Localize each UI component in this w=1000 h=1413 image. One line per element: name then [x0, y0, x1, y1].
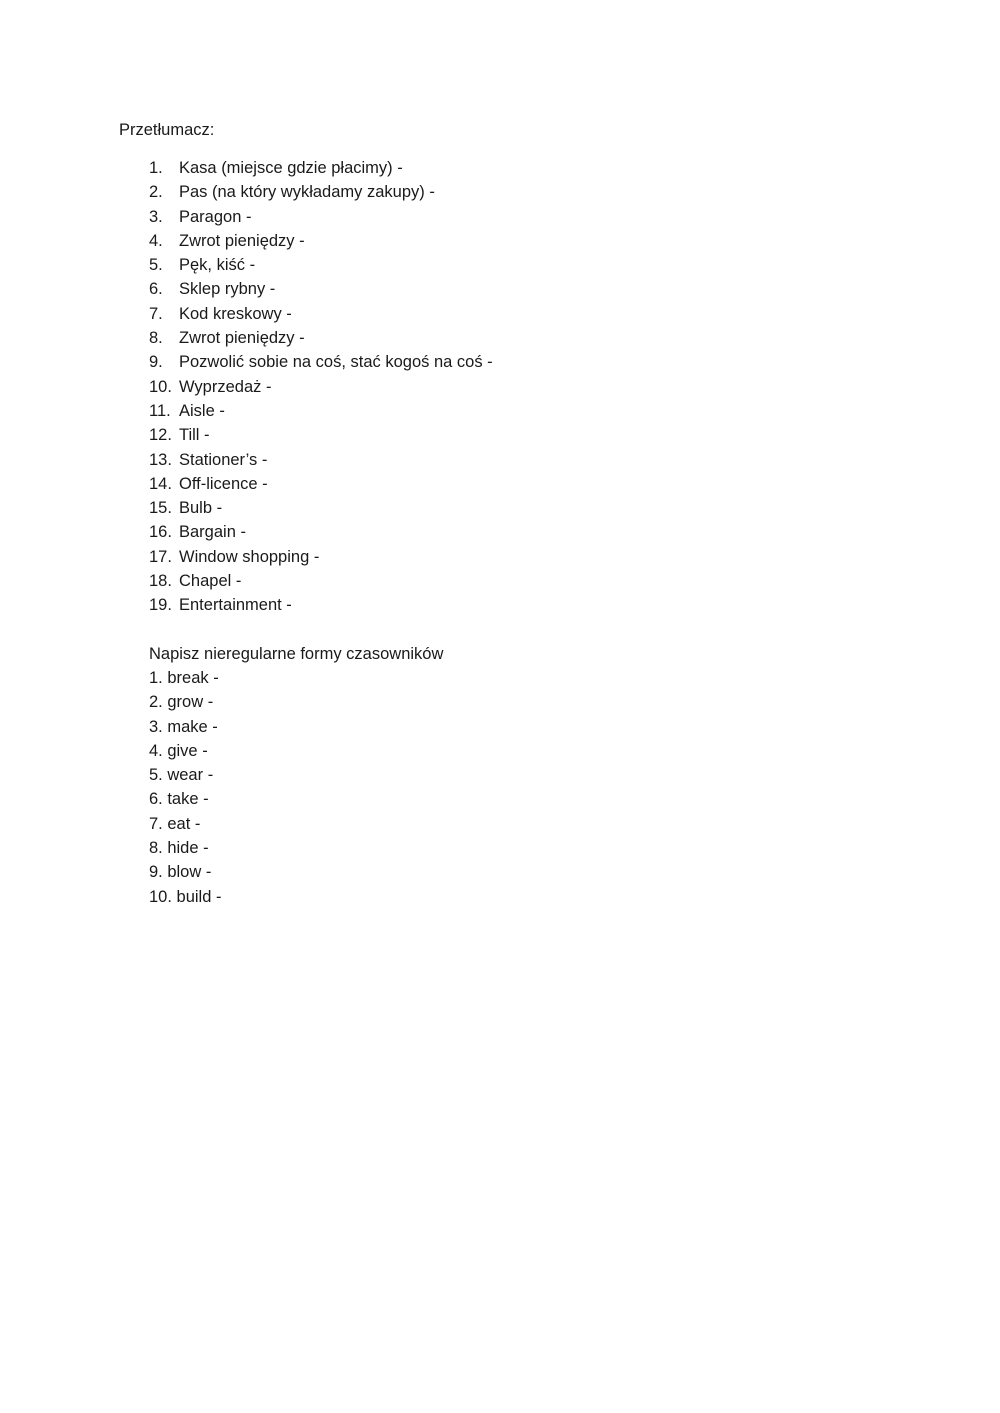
list-item: [149, 449, 493, 473]
item-number: 12.: [149, 426, 172, 445]
item-number: 3.: [149, 207, 163, 226]
item-text: Entertainment -: [179, 596, 292, 615]
list-item: [149, 351, 493, 375]
item-number: 16.: [149, 523, 172, 542]
item-text: Pas (na który wykładamy zakupy) -: [179, 183, 435, 202]
item-text: Chapel -: [179, 572, 242, 591]
list-item: [149, 424, 493, 448]
item-number: 5.: [149, 256, 163, 275]
item-text: Off-licence -: [179, 474, 268, 493]
item-text: Sklep rybny -: [179, 280, 276, 299]
list-item: 5. wear -: [149, 766, 214, 785]
item-number: 15.: [149, 499, 172, 518]
list-item: 9. blow -: [149, 863, 212, 882]
item-text: Pozwolić sobie na coś, stać kogoś na coś -: [179, 353, 493, 372]
page-heading: Przetłumacz:: [119, 121, 215, 139]
list-item: [149, 230, 493, 254]
item-text: Zwrot pieniędzy -: [179, 231, 305, 250]
item-number: 17.: [149, 547, 172, 566]
item-number: 19.: [149, 596, 172, 615]
item-number: 9.: [149, 353, 163, 372]
list-item: 1. break -: [149, 669, 219, 687]
item-number: 4.: [149, 231, 163, 250]
list-item: 6. take -: [149, 790, 209, 809]
item-text: Stationer’s -: [179, 450, 268, 469]
list-item: [149, 303, 493, 327]
item-number: 10.: [149, 377, 172, 396]
list-item: [149, 546, 493, 570]
list-item: [149, 570, 493, 594]
list-item: [149, 594, 493, 618]
item-text: Kod kreskowy -: [179, 304, 292, 323]
item-text: Kasa (miejsce gdzie płacimy) -: [179, 159, 403, 177]
item-number: 18.: [149, 572, 172, 591]
list-item: [149, 497, 493, 521]
item-number: 14.: [149, 474, 172, 493]
list-item: [149, 278, 493, 302]
item-text: Wyprzedaż -: [179, 377, 272, 396]
item-text: Till -: [179, 426, 210, 445]
list-item: [149, 206, 493, 230]
item-number: 13.: [149, 450, 172, 469]
list-item: [149, 376, 493, 400]
list-item: 4. give -: [149, 741, 208, 760]
section-title-verbs: Napisz nieregularne formy czasowników: [149, 645, 444, 663]
item-text: Bargain -: [179, 523, 246, 542]
list-item: [149, 521, 493, 545]
list-item: 2. grow -: [149, 693, 214, 712]
list-item: 10. build -: [149, 887, 222, 906]
list-item: [149, 400, 493, 424]
list-item: 3. make -: [149, 717, 218, 736]
item-text: Aisle -: [179, 401, 225, 420]
verb-list: [149, 667, 221, 910]
item-text: Pęk, kiść -: [179, 256, 256, 275]
item-number: 1.: [149, 159, 163, 177]
item-text: Zwrot pieniędzy -: [179, 329, 305, 348]
list-item: [149, 181, 493, 205]
item-number: 2.: [149, 183, 163, 202]
list-item: [149, 473, 493, 497]
list-item: [149, 157, 493, 181]
list-item: 8. hide -: [149, 839, 209, 858]
list-item: [149, 327, 493, 351]
translate-list: [149, 157, 493, 619]
item-number: 8.: [149, 329, 163, 348]
item-number: 6.: [149, 280, 163, 299]
list-item: [149, 254, 493, 278]
item-text: Paragon -: [179, 207, 252, 226]
item-number: 7.: [149, 304, 163, 323]
item-text: Bulb -: [179, 499, 223, 518]
item-text: Window shopping -: [179, 547, 320, 566]
item-number: 11.: [149, 401, 171, 420]
list-item: 7. eat -: [149, 814, 201, 833]
